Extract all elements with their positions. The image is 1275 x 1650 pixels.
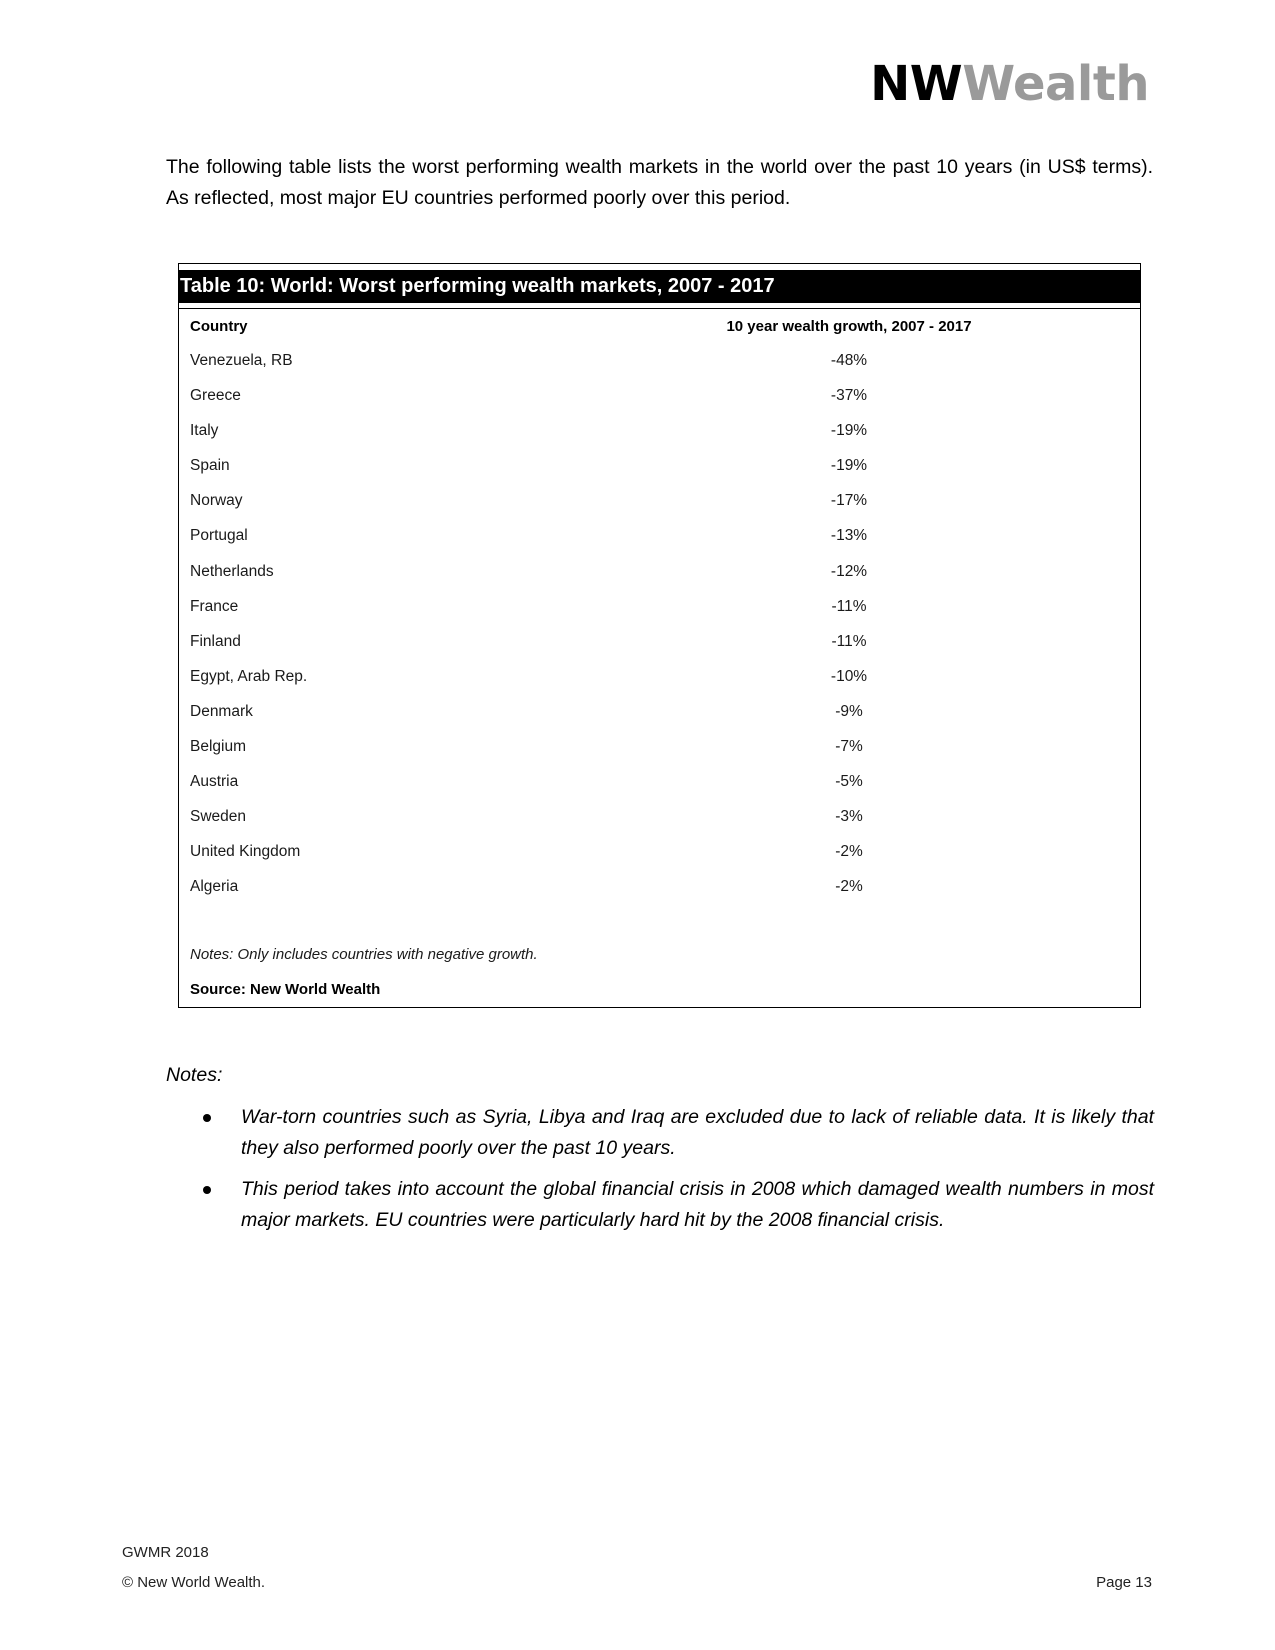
footer-copyright: © New World Wealth. — [122, 1574, 266, 1591]
cell-growth: -2% — [835, 878, 863, 896]
cell-growth: -13% — [830, 527, 868, 545]
table-row — [179, 561, 1140, 596]
cell-growth: -11% — [831, 632, 867, 650]
table-body — [179, 350, 1140, 912]
table-row — [179, 631, 1140, 666]
table-notes: Notes: Only includes countries with negative growth. — [190, 946, 538, 963]
cell-country: France — [190, 597, 239, 615]
table-source: Source: New World Wealth — [190, 981, 381, 998]
wealth-table — [178, 263, 1141, 1008]
column-header-country: Country — [190, 318, 248, 335]
table-row — [179, 841, 1140, 876]
table-row — [179, 701, 1140, 736]
table-row — [179, 666, 1140, 701]
cell-growth: -19% — [830, 422, 868, 440]
footer-report: GWMR 2018 — [122, 1544, 209, 1561]
table-row — [179, 596, 1140, 631]
cell-growth: -7% — [835, 738, 863, 756]
table-row — [179, 455, 1140, 490]
cell-growth: -37% — [830, 387, 868, 405]
table-row — [179, 771, 1140, 806]
cell-growth: -10% — [830, 667, 868, 685]
cell-growth: -9% — [835, 702, 863, 720]
footer-page-number: Page 13 — [1096, 1574, 1152, 1591]
notes-heading: Notes: — [166, 1064, 223, 1086]
table-row — [179, 350, 1140, 385]
cell-growth: -17% — [830, 492, 868, 510]
note-text: War-torn countries such as Syria, Libya and Iraq are excluded due to lack of reliable data. It is likely that they also performed poorly over the past 10 years. — [241, 1106, 1154, 1159]
cell-country: Portugal — [190, 527, 248, 545]
cell-growth: -5% — [835, 773, 863, 791]
cell-country: Belgium — [190, 738, 246, 756]
table-row — [179, 736, 1140, 771]
table-title: Table 10: World: Worst performing wealth markets, 2007 - 2017 — [179, 270, 1140, 303]
intro-paragraph: The following table lists the worst performing wealth markets in the world over the past 10 years (in US$ terms). As reflected, most major EU countries performed poorly over this period. — [166, 156, 1153, 209]
bullet-icon — [203, 1114, 211, 1122]
cell-country: Finland — [190, 632, 241, 650]
cell-country: United Kingdom — [190, 843, 301, 861]
cell-country: Egypt, Arab Rep. — [190, 667, 308, 685]
note-item — [199, 1102, 1154, 1164]
table-row — [179, 525, 1140, 560]
cell-growth: -11% — [831, 597, 867, 615]
cell-country: Greece — [190, 387, 241, 405]
cell-country: Sweden — [190, 808, 247, 826]
cell-growth: -48% — [830, 352, 868, 369]
cell-country: Spain — [190, 457, 230, 475]
cell-country: Algeria — [190, 878, 239, 896]
cell-country: Netherlands — [190, 562, 274, 580]
cell-growth: -12% — [830, 562, 868, 580]
table-row — [179, 385, 1140, 420]
cell-country: Italy — [190, 422, 219, 440]
note-item — [199, 1174, 1154, 1236]
cell-growth: -2% — [835, 843, 863, 861]
cell-country: Denmark — [190, 702, 253, 720]
table-row — [179, 806, 1140, 841]
cell-country: Austria — [190, 773, 239, 791]
column-header-growth: 10 year wealth growth, 2007 - 2017 — [726, 318, 972, 335]
table-row — [179, 876, 1140, 911]
bullet-icon — [203, 1186, 211, 1194]
cell-growth: -19% — [830, 457, 868, 475]
cell-country: Norway — [190, 492, 243, 510]
logo — [870, 56, 1149, 112]
notes-list — [199, 1102, 1154, 1246]
table-title-rule — [179, 308, 1140, 309]
table-row — [179, 490, 1140, 525]
cell-country: Venezuela, RB — [190, 352, 293, 369]
table-row — [179, 420, 1140, 455]
logo-nw: NW — [870, 56, 963, 112]
cell-growth: -3% — [835, 808, 863, 826]
logo-wealth: Wealth — [962, 56, 1149, 112]
note-text: This period takes into account the global financial crisis in 2008 which damaged wealth numbers in most major markets. EU countries were particularly hard hit by the 2008 financial crisis. — [241, 1178, 1154, 1231]
